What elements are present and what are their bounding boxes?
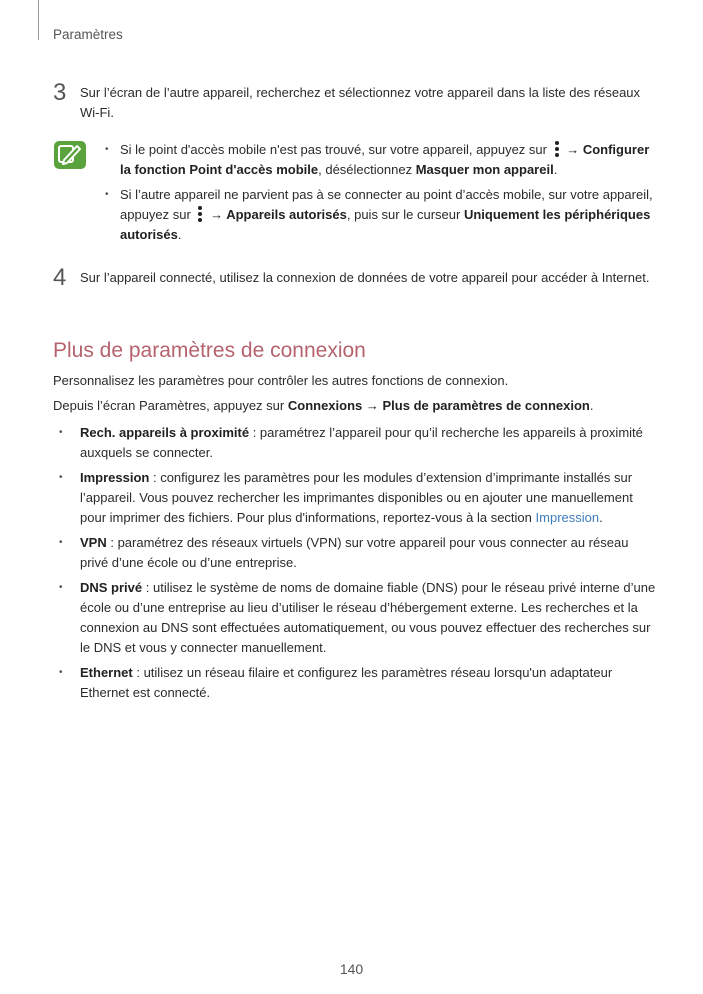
more-options-icon: [196, 206, 204, 222]
note-bold: Uniquement les périphériques autorisés: [120, 207, 651, 242]
item-desc: : paramétrez l’appareil pour qu’il recherche les appareils à proximité auxquels se connecter.: [80, 425, 643, 460]
section-header: Paramètres: [53, 27, 123, 42]
note-text: Si le point d'accès mobile n'est pas trouvé, sur votre appareil, appuyez sur: [120, 142, 547, 157]
page-number: 140: [339, 961, 364, 977]
step-4: [53, 264, 653, 291]
step-3: [53, 79, 653, 123]
list-item: [53, 578, 658, 658]
item-desc: : configurez les paramètres pour les modules d’extension d’imprimante installés sur l’appareil. Vous pouvez rechercher les imprimantes disponibles ou en ajouter une manuellement pour imprimer des fichiers. Pour plus d'informations, reportez-vous à la section: [80, 470, 633, 525]
note-bold: → Configurer la fonction Point d'accès mobile: [120, 142, 650, 177]
section-title: Plus de paramètres de connexion: [53, 339, 366, 362]
note-list: [101, 140, 658, 245]
item-term: Ethernet: [80, 665, 133, 680]
more-options-icon: [553, 141, 561, 157]
note-pencil-icon: [53, 140, 87, 170]
section-intro: Personnalisez les paramètres pour contrôler les autres fonctions de connexion.: [53, 373, 509, 388]
settings-path: Depuis l’écran Paramètres, appuyez sur Connexions → Plus de paramètres de connexion.: [53, 398, 594, 413]
list-item: [53, 423, 658, 463]
note-text: , désélectionnez: [318, 162, 413, 177]
path-connexions: Connexions: [287, 398, 363, 413]
note-text: .: [553, 162, 558, 177]
impression-link[interactable]: Impression: [535, 510, 600, 525]
item-term: VPN: [80, 535, 107, 550]
note-box: [53, 140, 658, 250]
note-text: Si l’autre appareil ne parvient pas à se connecter au point d’accès mobile, sur votre appareil, appuyez sur: [120, 187, 653, 222]
list-item: • Impression : configurez les paramètres pour les modules d’extension d’imprimante installés sur l’appareil. Vous pouvez rechercher les imprimantes disponibles ou en ajouter une manuellement pour imprimer des fichiers. Pour plus d'informations, reportez-vous à la section Impression.: [53, 468, 658, 528]
path-arrow: →: [365, 398, 379, 413]
step-number: 3: [53, 79, 67, 106]
item-term: Rech. appareils à proximité: [80, 425, 250, 440]
list-item: [53, 663, 658, 703]
header-rule: [38, 0, 39, 40]
step-text: Sur l’appareil connecté, utilisez la connexion de données de votre appareil pour accéder à Internet.: [80, 270, 650, 285]
note-item: [101, 185, 658, 245]
list-item: [53, 533, 658, 573]
note-text: , puis sur le curseur: [346, 207, 461, 222]
item-term: DNS privé: [80, 580, 143, 595]
note-item: [101, 140, 658, 180]
path-more-settings: Plus de paramètres de connexion: [382, 398, 590, 413]
settings-list: [53, 423, 658, 708]
step-text: Sur l’écran de l’autre appareil, recherchez et sélectionnez votre appareil dans la liste des réseaux Wi-Fi.: [80, 85, 641, 120]
note-bold: Masquer mon appareil: [415, 162, 554, 177]
item-desc: : utilisez un réseau filaire et configurez les paramètres réseau lorsqu'un adaptateur Ethernet est connecté.: [80, 665, 613, 700]
step-number: 4: [53, 264, 67, 291]
item-desc: : paramétrez des réseaux virtuels (VPN) sur votre appareil pour vous connecter au réseau privé d’une école ou d’une entreprise.: [80, 535, 629, 570]
item-term: Impression: [80, 470, 150, 485]
note-text: .: [177, 227, 182, 242]
note-bold: → Appareils autorisés: [210, 207, 347, 222]
item-desc: : utilisez le système de noms de domaine fiable (DNS) pour le réseau privé interne d’une école ou d’une entreprise au lieu d’utiliser le réseau d’hébergement externe. Les recherches et la connexion au DNS sont effectuées automatiquement, ou vous pouvez effectuer des recherches sur le DNS et vous y connecter manuellement.: [80, 580, 656, 655]
